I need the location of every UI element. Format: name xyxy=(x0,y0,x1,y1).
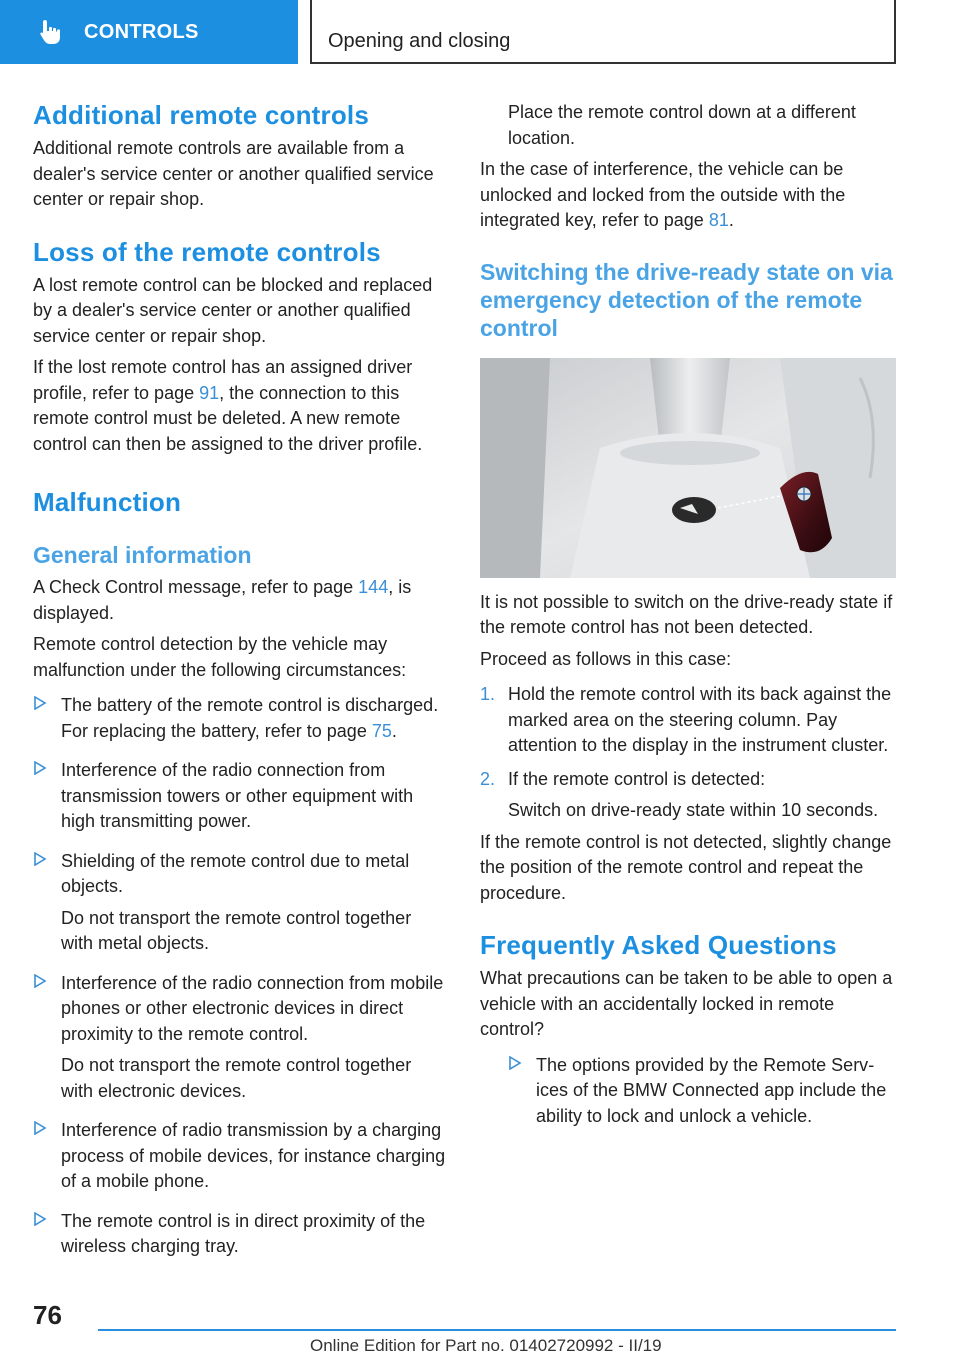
proceed-text: Proceed as follows in this case: xyxy=(480,648,732,669)
list-item: The options provided by the Remote Services of the BMW Connected app include the ability to lock and unlock a vehicle. xyxy=(508,1053,896,1130)
list-item: 1. Hold the remote control with its back against the marked area on the steering column. Pay attention to the display in the instrument cluster. xyxy=(480,684,892,755)
chapter-title: Opening and closing xyxy=(328,30,511,52)
heading-additional-remote-controls: Additional remote controls xyxy=(33,100,370,130)
faq-list xyxy=(480,1053,896,1130)
page-ref-75[interactable]: 75 xyxy=(371,720,392,741)
list-item: Shielding of the remote control due to metal objects. Do not transport the remote control together with metal objects. xyxy=(33,849,447,957)
heading-loss-of-remote-controls: Loss of the remote controls xyxy=(33,236,381,267)
interference-text: In the case of interference, the vehicle can be unlocked and locked from the outside with the integrated key, refer to page 81. xyxy=(480,159,846,230)
triangle-bullet-icon xyxy=(33,1212,47,1226)
heading-general-information: General information xyxy=(33,542,252,568)
triangle-bullet-icon xyxy=(508,1056,522,1070)
section-tab xyxy=(0,0,298,64)
page-ref-81[interactable]: 81 xyxy=(708,210,729,230)
page-ref-144[interactable]: 144 xyxy=(358,577,389,597)
hand-pointer-icon xyxy=(36,17,66,47)
triangle-bullet-icon xyxy=(33,852,47,866)
general-text-check-control: A Check Control message, refer to page 144, is displayed. xyxy=(33,577,412,623)
loss-text: A lost remote control can be blocked and replaced by a dealer's service center or another qualified service center or repair shop. xyxy=(33,274,433,346)
list-item: The remote control is in direct proximity of the wireless charging tray. xyxy=(33,1209,447,1260)
list-item: 2. If the remote control is detected: Switch on drive-ready state within 10 seconds. xyxy=(480,768,879,820)
steps-list xyxy=(480,682,896,824)
chapter-header xyxy=(310,0,896,64)
loss-profile-text: If the lost remote control has an assigned driver profile, refer to page 91, the connection to this remote control must be deleted. A new remote control can then be assigned to the driver profile. xyxy=(33,357,423,454)
heading-faq: Frequently Asked Questions xyxy=(480,930,837,960)
list-item: Interference of the radio connection from transmission towers or other equipment with high transmitting power. xyxy=(33,758,447,835)
left-column xyxy=(33,100,447,1260)
heading-switching-drive-ready: Switching the drive-ready state on via emergency detection of the remote control xyxy=(480,258,893,341)
list-item: The battery of the remote control is discharged. For replacing the battery, refer to page 75. xyxy=(33,693,447,744)
not-detected-text: If the remote control is not detected, slightly change the position of the remote control and repeat the procedure. xyxy=(480,831,892,903)
heading-malfunction: Malfunction xyxy=(33,487,182,517)
general-text-circumstances: Remote control detection by the vehicle may malfunction under the following circumstances: xyxy=(33,634,407,680)
page-ref-91[interactable]: 91 xyxy=(199,382,220,403)
malfunction-list xyxy=(33,693,447,1260)
footer-divider xyxy=(98,1329,896,1331)
footer-edition: Online Edition for Part no. 01402720992 - II/19 xyxy=(310,1336,662,1355)
page-number: 76 xyxy=(33,1300,62,1330)
triangle-bullet-icon xyxy=(33,761,47,775)
additional-text: Additional remote controls are available from a dealer's service center or another qualified service center or repair shop. xyxy=(33,138,434,209)
step-number: 1. xyxy=(480,684,496,704)
list-item: Interference of radio transmission by a charging process of mobile devices, for instance charging of a mobile phone. xyxy=(33,1118,447,1195)
triangle-bullet-icon xyxy=(33,696,47,710)
triangle-bullet-icon xyxy=(33,974,47,988)
step-number: 2. xyxy=(480,768,496,789)
list-item: Interference of the radio connection from mobile phones or other electronic devices in direct proximity to the remote control. Do not transport the remote control together with electronic devices. xyxy=(33,971,447,1105)
steering-column-photo xyxy=(480,358,896,578)
right-column xyxy=(480,100,896,1129)
faq-question: What precautions can be taken to be able to open a vehicle with an accidentally locked in remote control? xyxy=(480,968,893,1039)
steering-column-illustration xyxy=(480,358,896,578)
triangle-bullet-icon xyxy=(33,1121,47,1135)
photo-caption-text: It is not possible to switch on the drive-ready state if the remote control has not been detected. xyxy=(480,591,893,637)
continued-sub-text: Place the remote control down at a different location. xyxy=(508,102,856,148)
section-label: CONTROLS xyxy=(84,20,199,43)
